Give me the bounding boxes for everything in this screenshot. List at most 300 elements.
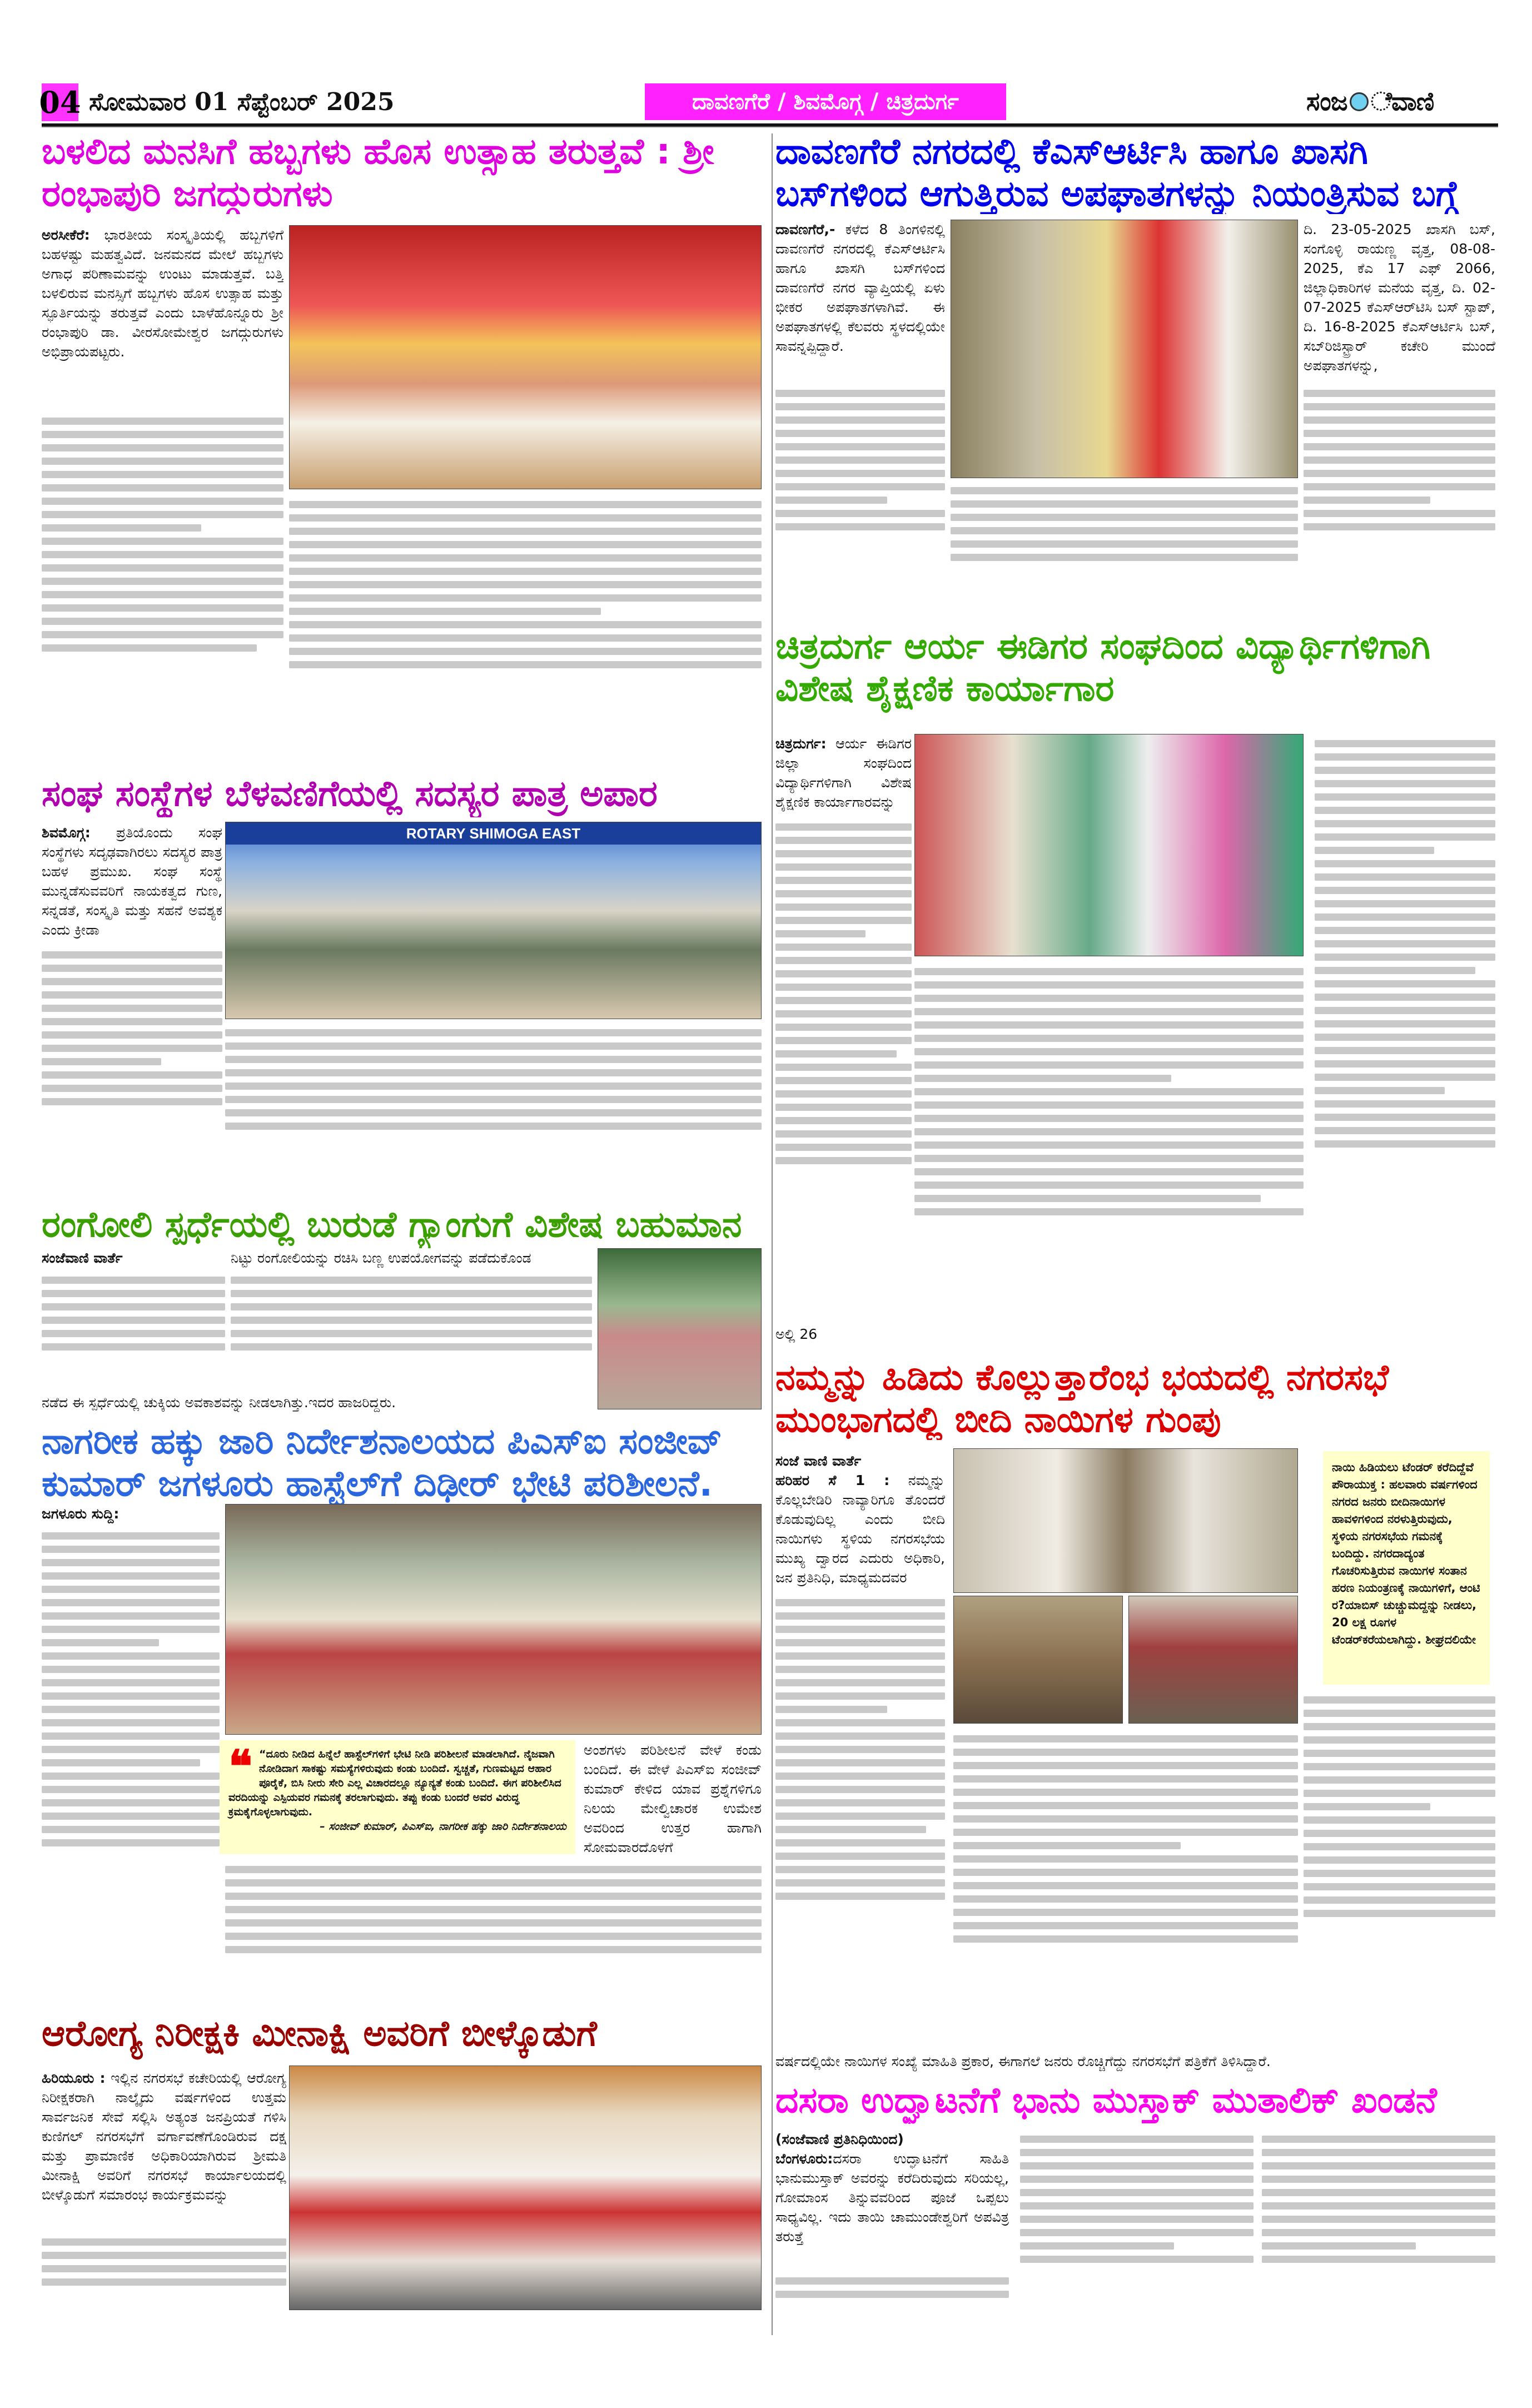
text-line xyxy=(1304,1790,1495,1797)
text-line xyxy=(42,1572,220,1580)
text-line xyxy=(953,1935,1298,1943)
dateline: ಹರಿಹರ ಸೆ 1 : xyxy=(775,1472,890,1488)
text-line xyxy=(775,497,887,504)
lead-text: ಕಳೆದ 8 ತಿಂಗಳಿನಲ್ಲಿ ದಾವಣಗೆರೆ ನಗರದಲ್ಲಿ ಕೆಎಸ್ಆರ್ಟಿಸಿ ಹಾಗೂ ಖಾಸಗಿ ಬಸ್‌ಗಳಿಂದ ದಾವಣಗೆರೆ ನಗರ ವ್ಯಾಪ್ತಿಯಲ್ಲಿ ಏಳು ಭೀಕರ ಅಪಘಾತಗಳಾಗಿವೆ. ಈ ಅಪಘಾತಗಳಲ್ಲಿ ಕೆಲವರು ಸ್ಥಳದಲ್ಲಿಯೇ ಸಾವನ್ನಪ್ಪಿದ್ದಾರೆ. xyxy=(775,221,945,354)
lead-text: ದಸರಾ ಉದ್ಘಾಟನೆಗೆ ಸಾಹಿತಿ ಭಾನುಮುಸ್ತಾಕ್ ಅವರನ್ನು ಕರೆದಿರುವುದು ಸರಿಯಲ್ಲ, ಗೋಮಾಂಸ ತಿನ್ನುವವರಿಂದ ಪೂಜೆ ಒಪ್ಪಲು ಸಾಧ್ಯವಿಲ್ಲ. ಇದು ತಾಯಿ ಚಾಮುಂಡೇಶ್ವರಿಗೆ ಅಪವಿತ್ರ ತರುತ್ತೆ xyxy=(775,2151,1009,2245)
headline-rangoli: ರಂಗೋಲಿ ಸ್ಪರ್ಧೆಯಲ್ಲಿ ಬುರುಡೆ ಗ್ಯಾಂಗುಗೆ ವಿಶೇಷ ಬಹುಮಾನ xyxy=(42,1204,742,1245)
article-body-text xyxy=(225,1860,762,2002)
text-line xyxy=(1304,456,1495,464)
lead-text: ಆರ್ಯ ಈಡಿಗರ ಜಿಲ್ಲಾ ಸಂಘದಿಂದ ವಿದ್ಯಾರ್ಥಿಗಳಿಗಾಗಿ ವಿಶೇಷ ಶೈಕ್ಷಣಿಕ ಕಾರ್ಯಾಗಾರವನ್ನು xyxy=(775,736,912,810)
headline-stray-dogs: ನಮ್ಮನ್ನು ಹಿಡಿದು ಕೊಲ್ಲುತ್ತಾರೆಂಭ ಭಯದಲ್ಲಿ ನಗರಸಭೆ ಮುಂಭಾಗದಲ್ಲಿ ಬೀದಿ ನಾಯಿಗಳ ಗುಂಪು xyxy=(775,1357,1389,1440)
text-line xyxy=(289,634,762,642)
lead-text: ನಮ್ಮನ್ನು ಕೊಲ್ಲಬೇಡಿರಿ ನಾವ್ಯಾರಿಗೂ ತೊಂದರೆ ಕೊಡುವುದಿಲ್ಲ ಎಂದು ಬೀದಿ ನಾಯಿಗಳು ಸ್ಥಳಿಯ ನಗರಸಭೆಯ ಮುಖ್ಯ ದ್ವಾರದ ಎದುರು ಅಧಿಕಾರಿ, ಜನ ಪ್ರತಿನಿಧಿ, ಮಾಧ್ಯಮದವರ xyxy=(775,1472,945,1586)
text-line xyxy=(1315,820,1495,827)
text-line xyxy=(1315,1074,1495,1081)
text-line xyxy=(775,1853,945,1860)
photo-farewell-ceremony xyxy=(289,2066,762,2310)
text-line xyxy=(1304,430,1495,437)
byline-text: ಸಂಜೆವಾಣಿ ವಾರ್ತೆ xyxy=(42,1250,123,1266)
text-line xyxy=(1304,443,1495,450)
article-body-text xyxy=(1262,2129,1495,2327)
text-line xyxy=(775,1077,912,1084)
text-line xyxy=(775,1612,945,1620)
text-line xyxy=(953,1855,1298,1863)
text-line xyxy=(1315,1100,1495,1108)
text-line xyxy=(42,1098,222,1105)
text-line xyxy=(1020,2136,1254,2143)
headline-rambhapuri: ಬಳಲಿದ ಮನಸಿಗೆ ಹಬ್ಬಗಳು ಹೊಸ ಉತ್ಸಾಹ ತರುತ್ತವೆ : ಶ್ರೀ ರಂಭಾಪುರಿ ಜಗದ್ಗುರುಗಳು xyxy=(42,131,714,214)
text-line xyxy=(775,1866,945,1873)
text-line xyxy=(775,903,912,911)
text-line xyxy=(775,2291,1009,2298)
text-line xyxy=(953,1789,1298,1796)
text-line xyxy=(914,1061,1304,1069)
text-line xyxy=(951,514,1298,521)
text-line xyxy=(1262,2242,1416,2250)
text-line xyxy=(1304,1750,1495,1757)
text-line xyxy=(225,1919,762,1927)
text-line xyxy=(914,1208,1304,1215)
text-line xyxy=(225,1123,762,1130)
text-line xyxy=(42,2265,286,2272)
text-line xyxy=(42,1799,220,1806)
photo-hostel-visit xyxy=(225,1504,762,1735)
text-line xyxy=(225,1056,762,1063)
text-line xyxy=(953,1882,1298,1889)
text-line xyxy=(775,1010,912,1017)
text-line xyxy=(775,850,912,857)
text-line xyxy=(914,968,1304,975)
text-line xyxy=(914,995,1304,1002)
article-body-text xyxy=(42,1270,225,1393)
text-line xyxy=(775,997,912,1004)
text-line xyxy=(42,1813,220,1820)
text-line xyxy=(231,1343,592,1351)
text-line xyxy=(42,1058,161,1065)
text-line xyxy=(42,951,222,959)
text-line xyxy=(775,917,912,924)
text-line xyxy=(775,443,945,450)
byline: ಅರಸೀಕೆರೆ: xyxy=(42,227,90,243)
text-line xyxy=(775,1679,945,1686)
text-line xyxy=(775,1813,945,1820)
text-line xyxy=(914,981,1304,989)
text-line xyxy=(42,1719,220,1726)
text-line xyxy=(951,500,1298,508)
text-line xyxy=(289,621,762,628)
headline-arya-ediga: ಚಿತ್ರದುರ್ಗ ಆರ್ಯ ಈಡಿಗರ ಸಂಘದಿಂದ ವಿದ್ಯಾರ್ಥಿಗಳಿಗಾಗಿ ವಿಶೇಷ ಶೈಕ್ಷಣಿಕ ಕಾರ್ಯಾಗಾರ xyxy=(775,626,1431,709)
text-line xyxy=(775,957,912,964)
text-line xyxy=(1315,1114,1495,1121)
text-line xyxy=(1262,2136,1495,2143)
article-lead xyxy=(775,1451,945,1590)
text-line xyxy=(953,1909,1298,1916)
text-line xyxy=(914,1048,1304,1055)
text-line xyxy=(914,1101,1304,1109)
text-line xyxy=(775,890,912,897)
text-line xyxy=(775,877,912,884)
text-line xyxy=(775,1732,945,1740)
text-line xyxy=(1262,2149,1495,2156)
article-lead xyxy=(775,220,945,381)
text-line xyxy=(42,1018,222,1025)
text-line xyxy=(42,1692,220,1700)
text-line xyxy=(1304,1896,1495,1904)
text-line xyxy=(42,498,283,505)
text-line xyxy=(914,1195,1261,1202)
text-line xyxy=(953,1762,1298,1769)
text-line xyxy=(1020,2189,1254,2196)
text-line xyxy=(1304,497,1430,504)
text-line xyxy=(289,581,762,588)
text-line xyxy=(42,1005,222,1012)
text-line xyxy=(1262,2256,1495,2263)
text-line xyxy=(775,823,912,831)
text-line xyxy=(1315,1140,1495,1148)
text-line xyxy=(1304,416,1495,424)
text-line xyxy=(953,1749,1298,1756)
text-line xyxy=(42,1532,220,1540)
text-line xyxy=(1315,1047,1495,1054)
photo-rangoli-competition xyxy=(598,1248,762,1409)
text-line xyxy=(289,528,762,535)
text-line xyxy=(775,944,912,951)
text-line xyxy=(289,568,762,575)
text-line xyxy=(914,1088,1304,1095)
text-line xyxy=(225,1933,762,1940)
text-line xyxy=(1304,1710,1495,1717)
text-line xyxy=(775,1050,897,1057)
text-line xyxy=(914,1155,1304,1162)
text-line xyxy=(1020,2216,1254,2223)
text-line xyxy=(42,2238,286,2246)
text-line xyxy=(42,551,283,558)
article-side-text: ಅಂಶಗಳು ಪರಿಶೀಲನೆ ವೇಳೆ ಕಂಡು ಬಂದಿದೆ. ಈ ವೇಳೆ ಪಿಎಸ್ಐ ಸಂಜೀವ್ ಕುಮಾರ್ ಕೇಳಿದ ಯಾವ ಪ್ರಶ್ನೆಗಳಿಗೂ ನಿಲಯ ಮೇಲ್ವಿಚಾರಕ ಉಮೇಶ ಅವರಿಂದ ಉತ್ತರ ಹಾಗಾಗಿ ಸೋಮವಾರದೊಳಗೆ xyxy=(584,1742,762,1855)
article-body-text xyxy=(775,1593,945,2049)
text-line xyxy=(1315,1060,1495,1068)
text-line xyxy=(1020,2149,1254,2156)
text-line xyxy=(1315,780,1495,787)
text-line xyxy=(42,1586,220,1593)
text-line xyxy=(1304,1870,1495,1877)
text-line xyxy=(1304,1803,1430,1810)
text-line xyxy=(1262,2202,1495,2210)
text-line xyxy=(775,970,912,977)
text-line xyxy=(775,1759,945,1766)
text-line xyxy=(289,514,762,522)
text-line xyxy=(1020,2162,1254,2169)
text-line xyxy=(42,1759,200,1766)
text-line xyxy=(953,1922,1298,1929)
text-line xyxy=(775,1064,912,1071)
text-line xyxy=(1020,2202,1254,2210)
article-lead xyxy=(775,734,912,815)
article-lead xyxy=(775,2129,1009,2268)
text-line xyxy=(775,403,945,410)
text-line xyxy=(42,2252,286,2259)
text-line xyxy=(1020,2256,1254,2263)
text-line xyxy=(42,1826,220,1833)
byline: ಸಂಜೆ ವಾಣಿ ವಾರ್ತೆ xyxy=(775,1453,862,1469)
text-line xyxy=(1315,940,1495,947)
text-line xyxy=(1020,2229,1254,2236)
dateline: ಬೆಂಗಳೂರು: xyxy=(775,2151,833,2167)
article-body-text xyxy=(289,495,762,762)
text-line xyxy=(1304,1723,1495,1730)
text-line xyxy=(225,1893,762,1900)
text-line xyxy=(775,1719,945,1726)
text-line xyxy=(914,1128,1304,1135)
byline: (ಸಂಜೆವಾಣಿ ಪ್ರತಿನಿಧಿಯಿಂದ) xyxy=(775,2131,904,2147)
text-line xyxy=(1304,1843,1495,1850)
byline xyxy=(42,1248,225,1268)
article-body-text xyxy=(914,962,1304,1345)
article-lead xyxy=(42,225,283,409)
text-line xyxy=(914,1035,1304,1042)
text-line xyxy=(1315,740,1495,747)
text-line xyxy=(42,1071,222,1079)
text-line xyxy=(42,431,283,438)
article-body-text xyxy=(1020,2129,1254,2327)
text-line xyxy=(953,1869,1298,1876)
text-line xyxy=(289,648,762,655)
article-body-text xyxy=(42,1526,220,2002)
text-line xyxy=(231,1330,592,1337)
text-line xyxy=(42,471,283,478)
text-line xyxy=(951,487,1298,494)
article-body-text xyxy=(231,1270,592,1393)
text-line xyxy=(775,456,945,464)
text-line xyxy=(42,618,283,625)
text-line xyxy=(42,644,257,652)
text-line xyxy=(1304,510,1495,517)
headline-bus-accidents: ದಾವಣಗೆರೆ ನಗರದಲ್ಲಿ ಕೆಎಸ್ಆರ್ಟಿಸಿ ಹಾಗೂ ಖಾಸಗಿ ಬಸ್‌ಗಳಿಂದ ಆಗುತ್ತಿರುವ ಅಪಘಾತಗಳನ್ನು ನಿಯಂತ್ರಿಸುವ ಬಗ್ಗೆ xyxy=(775,131,1459,214)
text-line xyxy=(775,1144,912,1151)
text-line xyxy=(775,1799,945,1806)
text-line xyxy=(42,1652,220,1660)
issue-date: ಸೋಮವಾರ 01 ಸೆಪ್ಟೆಂಬರ್ 2025 xyxy=(89,88,395,116)
text-line xyxy=(42,1773,220,1780)
text-line xyxy=(1262,2162,1495,2169)
text-line xyxy=(1315,954,1495,961)
text-line xyxy=(1315,793,1495,801)
article-lead xyxy=(42,2068,286,2230)
text-line xyxy=(225,1879,762,1886)
text-line xyxy=(775,930,866,937)
text-line xyxy=(42,1317,225,1324)
text-line xyxy=(914,1021,1304,1029)
article-lead: ನಿಟ್ಟು ರಂಗೋಲಿಯನ್ನು ರಚಿಸಿ ಬಣ್ಣ ಉಪಯೋಗವನ್ನು ಪಡೆದುಕೊಂಡ xyxy=(231,1250,531,1266)
text-line xyxy=(42,538,283,545)
section-label: ದಾವಣಗೆರೆ / ಶಿವಮೊಗ್ಗ / ಚಿತ್ರದುರ್ಗ xyxy=(645,83,1006,120)
text-line xyxy=(225,1069,762,1076)
text-line xyxy=(225,1096,762,1103)
text-line xyxy=(231,1317,592,1324)
text-line xyxy=(42,511,283,518)
text-line xyxy=(775,984,912,991)
text-line xyxy=(225,1866,762,1873)
text-line xyxy=(1315,1034,1495,1041)
text-line xyxy=(1315,767,1495,774)
text-line xyxy=(1020,2176,1254,2183)
text-line xyxy=(42,991,222,999)
text-line xyxy=(914,1168,1304,1175)
text-line xyxy=(953,1895,1298,1903)
text-line xyxy=(775,837,912,844)
text-line xyxy=(231,1303,592,1310)
lead-text: ಭಾರತೀಯ ಸಂಸ್ಕೃತಿಯಲ್ಲಿ ಹಬ್ಬಗಳಿಗೆ ಬಹಳಷ್ಟು ಮಹತ್ವವಿದೆ. ಜನಮನದ ಮೇಲೆ ಹಬ್ಬಗಳು ಅಗಾಧ ಪರಿಣಾಮವನ್ನು ಉಂಟು ಮಾಡುತ್ತವೆ. ಬತ್ತಿ ಬಳಲಿರುವ ಮನಸ್ಸಿಗೆ ಹಬ್ಬಗಳು ಹೊಸ ಉತ್ಸಾಹ ಮತ್ತು ಸ್ಫೂರ್ತಿಯನ್ನು ತರುತ್ತವೆ ಎಂದು ಬಾಳೆಹೊನ್ನೂರು ಶ್ರೀ ರಂಭಾಪುರಿ ಡಾ. ವೀರಸೋಮೇಶ್ವರ ಜಗದ್ಗುರುಗಳು ಅಭಿಪ್ರಾಯಪಟ್ಟರು. xyxy=(42,227,283,360)
quote-mark-icon: ❝ xyxy=(228,1740,253,1793)
article-body-text xyxy=(225,1023,762,1190)
header-rule xyxy=(42,123,1498,127)
text-line xyxy=(775,1666,945,1673)
quote-box xyxy=(220,1740,575,1854)
text-line xyxy=(775,390,945,397)
text-line xyxy=(225,1906,762,1913)
text-line xyxy=(225,1029,762,1036)
text-line xyxy=(1315,980,1495,987)
quote-attribution: – ಸಂಜೀವ್ ಕುಮಾರ್, ಪಿಎಸ್ಐ, ನಾಗರೀಕ ಹಕ್ಕು ಜಾರಿ ನಿರ್ದೇಶನಾಲಯ xyxy=(320,1820,566,1833)
article-body-text xyxy=(42,2232,286,2327)
article-lead xyxy=(42,823,222,942)
photo-memorandum-submission xyxy=(951,220,1298,478)
text-line xyxy=(1262,2189,1495,2196)
text-line xyxy=(1304,1883,1495,1890)
text-line xyxy=(42,1277,225,1284)
headline-dasara: ದಸರಾ ಉದ್ಘಾಟನೆಗೆ ಭಾನು ಮುಸ್ತಾಕ್ ಮುತಾಲಿಕ್ ಖಂಡನೆ xyxy=(775,2080,1437,2121)
text-line xyxy=(1315,1007,1495,1014)
photo-banner-text: ROTARY SHIMOGA EAST xyxy=(226,822,761,845)
text-line xyxy=(953,1802,1298,1809)
text-line xyxy=(42,2278,286,2286)
text-line xyxy=(42,591,283,598)
text-line xyxy=(953,1829,1298,1836)
text-line xyxy=(231,1290,592,1297)
lead-text: ಪ್ರತಿಯೊಂದು ಸಂಘ ಸಂಸ್ಥೆಗಳು ಸದೃಢವಾಗಿರಲು ಸದಸ್ಯರ ಪಾತ್ರ ಬಹಳ ಪ್ರಮುಖ. ಸಂಘ ಸಂಸ್ಥೆ ಮುನ್ನಡೆಸುವವರಿಗೆ ನಾಯಕತ್ವದ ಗುಣ, ಸನ್ನಡತೆ, ಸಂಸ್ಕೃತಿ ಮತ್ತು ಸಹನೆ ಅವಶ್ಯಕ ಎಂದು ಕ್ರೀಡಾ xyxy=(42,825,222,938)
text-line xyxy=(42,1732,220,1740)
text-line xyxy=(1315,833,1495,841)
text-line xyxy=(775,1130,912,1138)
text-line xyxy=(1315,1127,1495,1134)
text-line xyxy=(1315,807,1495,814)
text-line xyxy=(42,484,283,491)
photo-plant-gifting xyxy=(914,734,1304,956)
text-line xyxy=(1315,994,1495,1001)
text-line xyxy=(775,483,945,490)
text-line xyxy=(1304,1910,1495,1917)
newspaper-logo: ಸಂಜ ೆವಾಣಿ xyxy=(1306,86,1434,116)
text-line xyxy=(775,1037,912,1044)
text-line xyxy=(42,1839,220,1846)
text-line xyxy=(42,524,201,532)
article-body-text xyxy=(953,1729,1298,2052)
text-line xyxy=(42,1045,222,1052)
text-line xyxy=(914,1075,1171,1082)
text-line xyxy=(775,510,945,517)
text-line xyxy=(289,541,762,548)
headline-hostel-inspection: ನಾಗರೀಕ ಹಕ್ಕು ಜಾರಿ ನಿರ್ದೇಶನಾಲಯದ ಪಿಎಸ್ಐ ಸಂಜೀವ್ ಕುಮಾರ್ ಜಗಳೂರು ಹಾಸ್ಟೆಲ್‌ಗೆ ದಿಢೀರ್ ಭೇಟಿ ಪರಿಶೀಲನೆ. xyxy=(42,1421,722,1504)
text-line xyxy=(289,554,762,562)
text-line xyxy=(1304,1736,1495,1744)
text-line xyxy=(951,527,1298,534)
text-line xyxy=(42,965,222,972)
text-line xyxy=(775,1893,945,1900)
article-body-text xyxy=(775,2271,1009,2327)
text-line xyxy=(42,1343,225,1351)
text-line xyxy=(775,1652,945,1660)
text-line xyxy=(42,1303,225,1310)
text-line xyxy=(775,1626,945,1633)
text-line xyxy=(1315,847,1434,854)
text-line xyxy=(42,978,222,985)
text-line xyxy=(225,1109,762,1116)
text-line xyxy=(775,1104,912,1111)
text-line xyxy=(1315,1087,1445,1094)
text-line xyxy=(775,1786,945,1793)
text-line xyxy=(775,430,945,437)
text-line xyxy=(953,1775,1298,1783)
article-body-text xyxy=(951,481,1298,612)
text-line xyxy=(1304,403,1495,410)
text-line xyxy=(1304,390,1495,397)
text-line xyxy=(42,1330,225,1337)
headline-rotary: ಸಂಘ ಸಂಸ್ಥೆಗಳ ಬೆಳವಣಿಗೆಯಲ್ಲಿ ಸದಸ್ಯರ ಪಾತ್ರ ಅಪಾರ xyxy=(42,773,658,815)
byline-text: ಜಗಳೂರು ಸುದ್ದಿ: xyxy=(42,1506,120,1522)
text-line xyxy=(775,1157,912,1164)
text-line xyxy=(951,540,1298,548)
text-line xyxy=(1315,927,1495,934)
text-line xyxy=(289,661,762,668)
article-body-text xyxy=(1304,384,1495,612)
text-line xyxy=(42,631,283,638)
text-line xyxy=(42,1666,220,1673)
text-line xyxy=(1315,1020,1495,1027)
text-line xyxy=(42,1679,220,1686)
headline-health-inspector: ಆರೋಗ್ಯ ನಿರೀಕ್ಷಕಿ ಮೀನಾಕ್ಷಿ ಅವರಿಗೆ ಬೀಳ್ಕೊಡುಗೆ xyxy=(42,2013,597,2054)
byline: ಹಿರಿಯೂರು : xyxy=(42,2070,106,2086)
text-line xyxy=(42,1546,220,1553)
text-line xyxy=(1262,2229,1495,2236)
text-line xyxy=(42,1290,225,1297)
article-body-text xyxy=(1304,1690,1495,2024)
text-line xyxy=(914,1141,1304,1149)
photo-dogs-outside-council xyxy=(1128,1596,1298,1724)
lead-text: ಇಲ್ಲಿನ ನಗರಸಭೆ ಕಚೇರಿಯಲ್ಲಿ ಆರೋಗ್ಯ ನಿರೀಕ್ಷಕರಾಗಿ ನಾಲ್ಕೈದು ವರ್ಷಗಳಿಂದ ಉತ್ತಮ ಸಾರ್ವಜನಿಕ ಸೇವೆ ಸಲ್ಲಿಸಿ ಅತ್ಯಂತ ಜನಪ್ರಿಯತೆ ಗಳಿಸಿ ಕುಣಿಗಲ್ ನಗರಸಭೆಗೆ ವರ್ಗಾವಣೆಗೊಂಡಿರುವ ದಕ್ಷ ಮತ್ತು ಪ್ರಾಮಾಣಿಕ ಅಧಿಕಾರಿಯಾಗಿರುವ ಶ್ರೀಮತಿ ಮೀನಾಕ್ಷಿ ಅವರಿಗೆ ನಗರಸಭೆ ಕಾರ್ಯಾಲಯದಲ್ಲಿ ಬೀಳ್ಕೊಡುಗೆ ಸಮಾರಂಭ ಕಾರ್ಯಕ್ರಮವನ್ನು xyxy=(42,2070,286,2203)
text-line xyxy=(1304,523,1495,530)
text-line xyxy=(953,1815,1298,1823)
text-line xyxy=(1304,470,1495,477)
text-line xyxy=(42,458,283,465)
text-line xyxy=(775,470,945,477)
text-line xyxy=(775,863,912,871)
text-line xyxy=(42,418,283,425)
text-line xyxy=(1304,1856,1495,1864)
text-line xyxy=(42,1639,159,1646)
text-line xyxy=(1304,1696,1495,1704)
text-line xyxy=(953,1842,1181,1849)
text-line xyxy=(225,1042,762,1050)
article-side-text: ದಿ. 23-05-2025 ಖಾಸಗಿ ಬಸ್, ಸಂಗೊಳ್ಳಿ ರಾಯಣ್ಣ ವೃತ್ತ, 08-08-2025, ಕೆಎ 17 ಎಫ್ 2066, ಜಿಲ್ಲಾಧಿಕಾರಿಗಳ ಮನೆಯ ವೃತ್ತ, ದಿ. 02-07-2025 ಕೆಎಸ್‌ಆರ್‌ಟಿಸಿ ಬಸ್ ಸ್ಟಾಪ್, ದಿ. 16-8-2025 ಕೆಎಸ್ಆರ್ಟಿಸಿ ಬಸ್, ಸಬ್‌ರಿಜಿಸ್ಟ್ರಾರ್ ಕಚೇರಿ ಮುಂದೆ ಅಪಘಾತಗಳನ್ನು, xyxy=(1304,221,1495,374)
text-line xyxy=(775,1599,945,1606)
text-line xyxy=(914,1008,1304,1015)
text-line xyxy=(42,564,283,572)
text-line xyxy=(914,1181,1304,1189)
column-divider xyxy=(772,133,773,2335)
text-line xyxy=(289,501,762,508)
text-line xyxy=(289,594,762,602)
byline xyxy=(42,1504,220,1524)
text-line xyxy=(1262,2216,1495,2223)
